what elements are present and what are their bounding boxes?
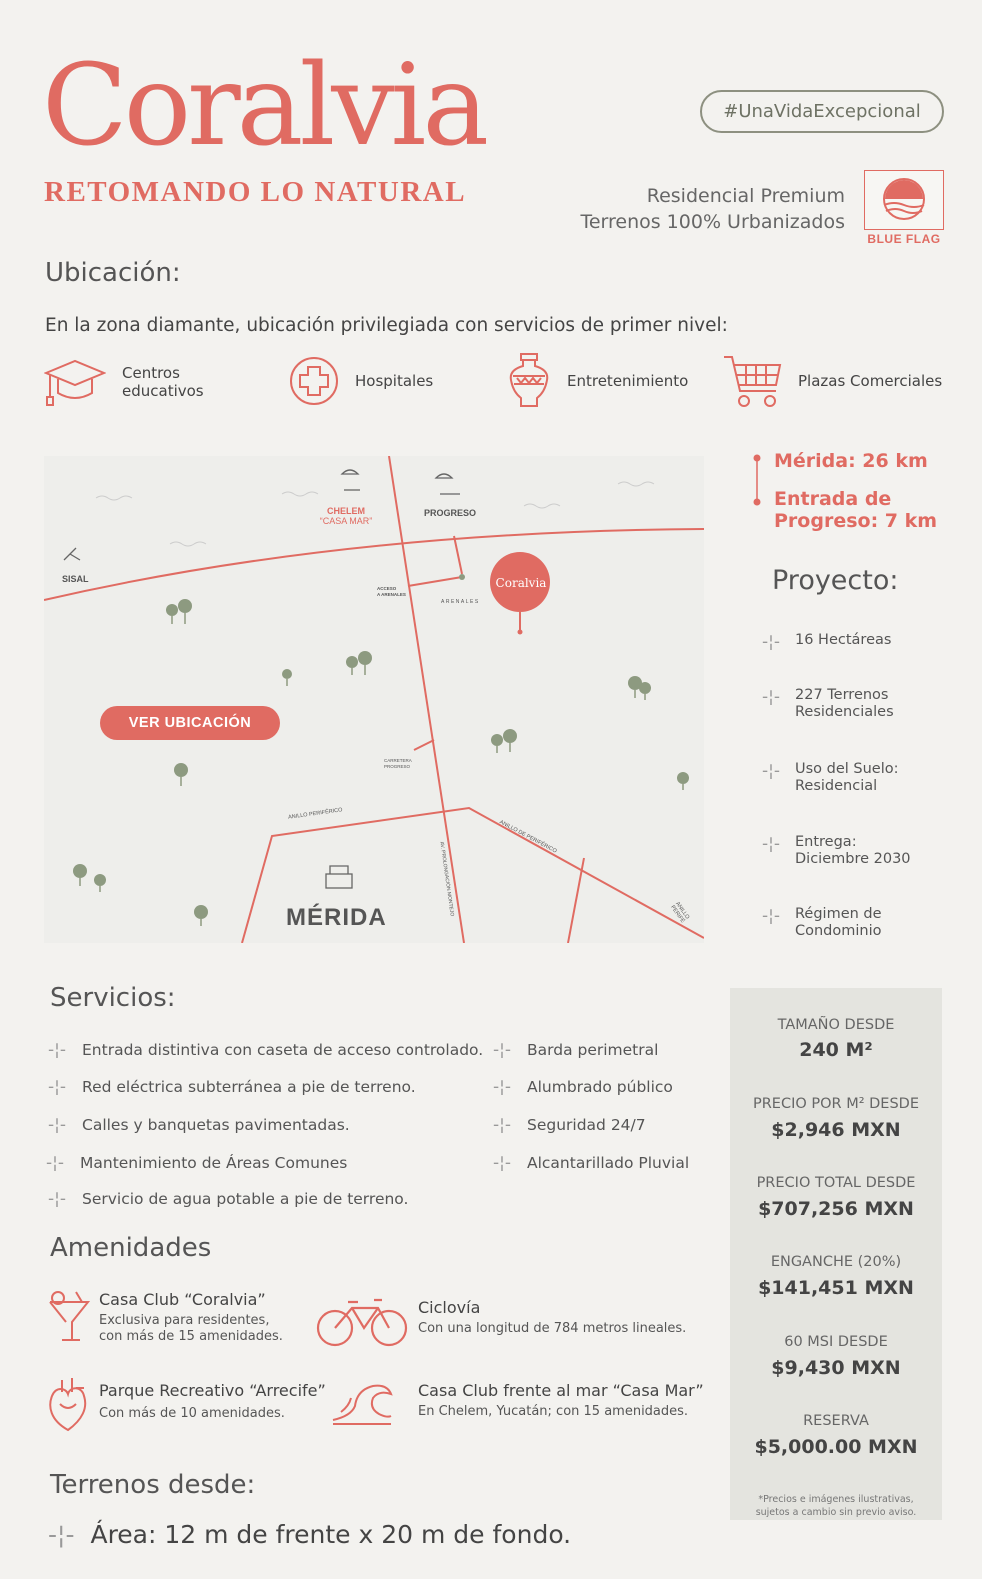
project-item-text: 16 Hectáreas [795, 632, 892, 648]
project-title: Proyecto: [772, 565, 899, 596]
service-text: Red eléctrica subterránea a pie de terreno. [82, 1078, 416, 1096]
amenity-name: Casa Club “Coralvia” [99, 1290, 266, 1309]
lot-area [48, 1520, 571, 1549]
project-item-text: Residencial [795, 778, 878, 794]
map-label-carretera-line: PROGRESO [384, 764, 411, 769]
plus-icon: -¦- [762, 834, 780, 854]
map-label-acceso-line: A ARENALES [377, 592, 406, 597]
plus-icon: -¦- [48, 1077, 66, 1097]
location-title: Ubicación: [45, 258, 181, 288]
distance-progreso-line: Entrada de [774, 488, 892, 510]
wave-icon [331, 1376, 393, 1430]
brand-tagline: RETOMANDO LO NATURAL [44, 176, 467, 208]
plus-icon: -¦- [48, 1520, 75, 1549]
premium-line-2: Terrenos 100% Urbanizados [580, 211, 845, 233]
cocktail-icon [46, 1290, 92, 1352]
map-label-acceso-line: ACCESO [377, 586, 397, 591]
project-item-text: 227 Terrenos [795, 687, 889, 703]
price-value: $5,000.00 MXN [754, 1436, 918, 1458]
brand-logo: Coralvia [42, 41, 486, 171]
map-label-chelem-line: “CASA MAR” [319, 516, 373, 526]
service-item [493, 1153, 689, 1173]
project-item-text: Condominio [795, 923, 882, 939]
amenity-desc-line: con más de 15 amenidades. [99, 1329, 283, 1344]
plus-icon: -¦- [493, 1153, 511, 1173]
price-note [730, 1493, 942, 1519]
premium-text [560, 183, 845, 235]
amenity-desc: En Chelem, Yucatán; con 15 amenidades. [418, 1404, 689, 1419]
map-pin-coralvia[interactable]: Coralvia [495, 576, 547, 590]
premium-line-1: Residencial Premium [646, 185, 845, 207]
price-value: $2,946 MXN [771, 1119, 901, 1141]
blue-flag-label: BLUE FLAG [867, 232, 941, 246]
amenity-desc [99, 1313, 283, 1345]
blue-flag-badge [864, 170, 944, 246]
project-item-text: Régimen de [795, 906, 882, 922]
amenity-label-malls: Plazas Comerciales [798, 372, 943, 390]
price-note-line: *Precios e imágenes ilustrativas, [758, 1494, 914, 1505]
price-label: RESERVA [803, 1413, 869, 1429]
map-label-progreso: PROGRESO [424, 508, 477, 518]
project-item-text: Diciembre 2030 [795, 851, 911, 867]
service-text: Alumbrado público [527, 1078, 673, 1096]
plus-icon: -¦- [46, 1153, 64, 1173]
plus-icon: -¦- [48, 1040, 66, 1060]
amenity-name: Parque Recreativo “Arrecife” [99, 1381, 326, 1400]
price-note-line: sujetos a cambio sin previo aviso. [755, 1507, 917, 1518]
distance-merida: Mérida: 26 km [774, 450, 928, 472]
map-label-chelem [316, 506, 376, 526]
bicycle-icon [316, 1292, 408, 1352]
service-item [493, 1115, 646, 1135]
amenity-name: Casa Club frente al mar “Casa Mar” [418, 1381, 704, 1400]
amenities-title: Amenidades [50, 1233, 212, 1263]
service-item [46, 1153, 347, 1173]
lots-title: Terrenos desde: [50, 1470, 256, 1500]
amenity-desc-line: Exclusiva para residentes, [99, 1313, 270, 1328]
plus-icon: -¦- [493, 1040, 511, 1060]
services-title: Servicios: [50, 983, 176, 1013]
amenity-desc: Con más de 10 amenidades. [99, 1406, 285, 1421]
location-intro: En la zona diamante, ubicación privilegiada con servicios de primer nivel: [45, 315, 728, 336]
plus-icon: -¦- [48, 1115, 66, 1135]
service-item [48, 1115, 350, 1135]
location-map[interactable] [44, 456, 704, 943]
distance-progreso-line: Progreso: 7 km [774, 510, 938, 532]
project-item-text: Entrega: [795, 834, 857, 850]
price-label: PRECIO TOTAL DESDE [756, 1175, 916, 1191]
service-text: Calles y banquetas pavimentadas. [82, 1116, 350, 1134]
map-label-carretera-line: CARRETERA [384, 758, 412, 763]
map-label-anillo-right: ANILLO DE PERIFÉRICO [498, 819, 558, 855]
service-text: Entrada distintiva con caseta de acceso controlado. [82, 1041, 484, 1059]
service-text: Mantenimiento de Áreas Comunes [80, 1154, 348, 1172]
amenity-label-line: Centros [122, 364, 180, 382]
hashtag-badge: #UnaVidaExcepcional [700, 90, 944, 133]
service-item [48, 1077, 416, 1097]
map-roads [44, 456, 704, 943]
price-value: 240 M² [799, 1039, 873, 1061]
project-item-text: Uso del Suelo: [795, 761, 899, 777]
price-label: PRECIO POR M² DESDE [752, 1096, 920, 1112]
amenity-label-education [122, 364, 204, 400]
price-panel [730, 988, 942, 1520]
map-label-anillo-left: ANILLO PERIFÉRICO [287, 807, 343, 821]
plus-icon: -¦- [762, 632, 780, 652]
service-text: Barda perimetral [527, 1041, 659, 1059]
plus-icon: -¦- [493, 1077, 511, 1097]
service-item [493, 1077, 673, 1097]
service-text: Alcantarillado Pluvial [527, 1154, 690, 1172]
service-text: Servicio de agua potable a pie de terreno. [82, 1190, 409, 1208]
plus-icon: -¦- [762, 687, 780, 707]
plus-icon: -¦- [493, 1115, 511, 1135]
hospital-cross-icon [288, 355, 340, 411]
amphora-icon [505, 352, 553, 414]
plus-icon: -¦- [762, 761, 780, 781]
project-item-text: Residenciales [795, 704, 894, 720]
map-label-carretera [384, 758, 412, 770]
price-value: $707,256 MXN [758, 1198, 914, 1220]
heart-organ-icon [46, 1376, 90, 1436]
blue-flag-icon [864, 170, 944, 230]
amenity-label-entertainment: Entretenimiento [567, 372, 689, 390]
price-value: $141,451 MXN [758, 1277, 914, 1299]
map-label-prolongacion: AV. PROLONGACIÓN MONTEJO [438, 841, 455, 917]
service-item [48, 1040, 483, 1060]
distance-line-icon [752, 454, 762, 512]
map-label-merida: MÉRIDA [286, 904, 387, 931]
map-label-acceso [377, 586, 406, 598]
map-label-chelem-line: CHELEM [327, 506, 365, 516]
service-item [493, 1040, 658, 1060]
map-label-arenales: ARENALES [441, 599, 480, 605]
map-label-sisal: SISAL [62, 574, 89, 584]
view-location-button[interactable]: VER UBICACIÓN [100, 706, 280, 740]
service-item [48, 1189, 408, 1209]
map-label-anillo-far: ANILLO PERIFÉ [669, 900, 691, 925]
service-text: Seguridad 24/7 [527, 1116, 646, 1134]
shopping-cart-icon [722, 353, 784, 413]
lot-area-text: Área: 12 m de frente x 20 m de fondo. [90, 1520, 572, 1549]
price-label: ENGANCHE (20%) [770, 1254, 902, 1270]
price-label: TAMAÑO DESDE [777, 1017, 895, 1033]
price-label: 60 MSI DESDE [784, 1334, 888, 1350]
plus-icon: -¦- [762, 906, 780, 926]
amenity-name: Ciclovía [418, 1298, 481, 1317]
amenity-label-line: educativos [122, 382, 204, 400]
distance-progreso [774, 488, 937, 532]
graduation-cap-icon [44, 355, 106, 411]
price-value: $9,430 MXN [771, 1357, 901, 1379]
amenity-label-hospitals: Hospitales [355, 372, 434, 390]
amenity-desc: Con una longitud de 784 metros lineales. [418, 1321, 687, 1336]
plus-icon: -¦- [48, 1189, 66, 1209]
